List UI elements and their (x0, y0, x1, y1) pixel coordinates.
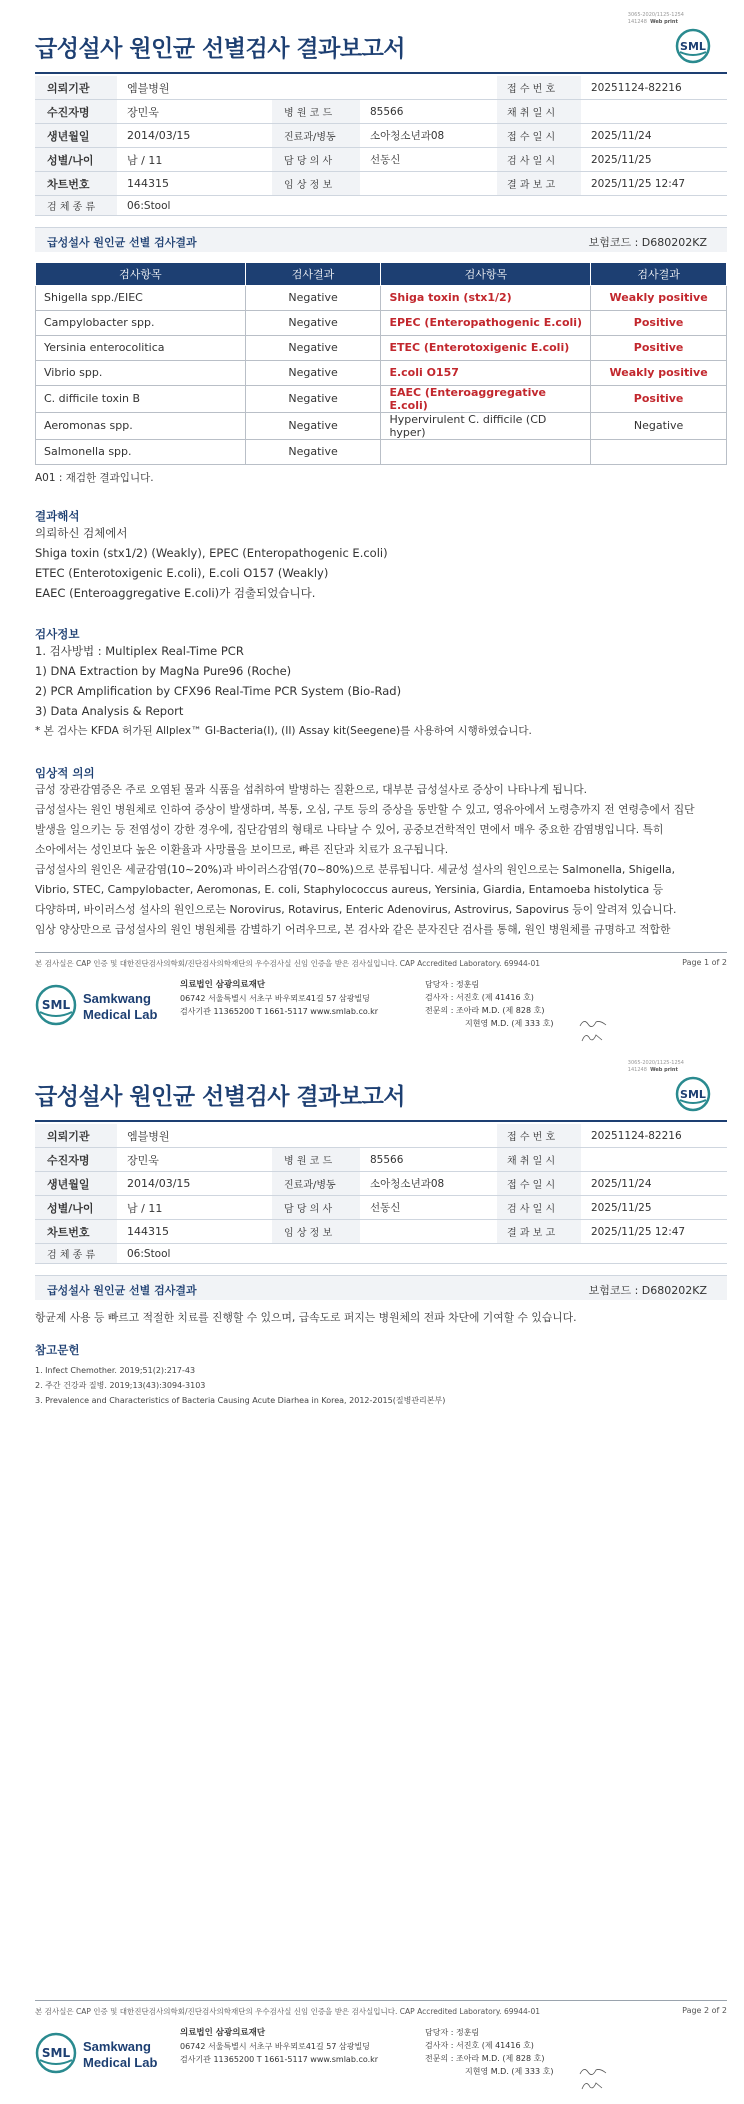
info-row: 검 체 종 류 06:Stool (35, 196, 727, 216)
results-value-cell: Positive (591, 335, 727, 360)
results-item-cell: Vibrio spp. (36, 360, 246, 385)
results-item-cell: Aeromonas spp. (36, 412, 246, 439)
patient-info-table (35, 1124, 727, 1264)
svg-text:Medical Lab: Medical Lab (83, 2055, 158, 2070)
clinical-text-continued: 항균제 사용 등 빠르고 적절한 치료를 진행할 수 있으며, 급속도로 퍼지는 병원체의 전파 차단에 기여할 수 있습니다. (35, 1311, 577, 1324)
interpretation-heading: 결과해석 (35, 509, 80, 523)
results-row (36, 385, 727, 412)
info-row: 생년월일 2014/03/15 진료과/병동 소아청소년과08 접 수 일 시 2025/11/24 (35, 1172, 727, 1196)
test-info-heading: 검사정보 (35, 627, 80, 641)
org-info: 의료법인 삼광의료재단 06742 서울특별시 서초구 바우뫼로41길 57 삼광빌딩 검사기관 11365200 T 1661-5117 www.smlab.co.kr (180, 980, 379, 1016)
report-page-2 (0, 1052, 744, 2104)
sml-logo-icon (675, 28, 711, 64)
staff-info: 담당자 : 정훈림 검사자 : 서진호 (제 41416 호) 전문의 : 조아라 M.D. (제 828 호) 지현영 M.D. (제 333 호) (425, 980, 554, 1028)
page-number: Page 2 of 2 (682, 2006, 727, 2015)
results-row (36, 412, 727, 439)
svg-text:SML: SML (680, 1088, 706, 1101)
info-row: 수진자명 장민욱 병 원 코 드 85566 채 취 일 시 (35, 100, 727, 124)
svg-text:SML: SML (41, 998, 71, 1012)
signature-icon (578, 2078, 608, 2092)
results-header-cell: 검사결과 (591, 263, 727, 285)
footer-divider (35, 2000, 727, 2001)
results-row (36, 285, 727, 310)
title-divider (35, 72, 727, 74)
clinical-heading: 임상적 의의 (35, 766, 95, 780)
results-item-cell: Hypervirulent C. difficile (CD hyper) (381, 412, 591, 439)
info-row: 차트번호 144315 임 상 정 보 결 과 보 고 2025/11/25 12:47 (35, 172, 727, 196)
report-title: 급성설사 원인균 선별검사 결과보고서 (35, 36, 406, 62)
results-value-cell: Negative (245, 412, 381, 439)
info-row: 수진자명 장민욱 병 원 코 드 85566 채 취 일 시 (35, 1148, 727, 1172)
info-row: 차트번호 144315 임 상 정 보 결 과 보 고 2025/11/25 12:47 (35, 1220, 727, 1244)
svg-text:Samkwang: Samkwang (83, 991, 151, 1006)
cert-note: 본 검사실은 CAP 인증 및 대한진단검사의학회/진단검사의학재단의 우수검사실 신임 인증을 받은 검사실입니다. CAP Accredited Laboratory. 69944-01 (35, 959, 541, 968)
report-title: 급성설사 원인균 선별검사 결과보고서 (35, 1084, 406, 1110)
results-value-cell: Negative (245, 439, 381, 464)
results-table (35, 263, 727, 465)
title-divider (35, 1120, 727, 1122)
results-item-cell: Yersinia enterocolitica (36, 335, 246, 360)
svg-text:SML: SML (41, 2046, 71, 2060)
results-item-cell (381, 439, 591, 464)
results-header-cell: 검사결과 (245, 263, 381, 285)
svg-text:Medical Lab: Medical Lab (83, 1007, 158, 1022)
results-row (36, 360, 727, 385)
results-value-cell: Negative (245, 285, 381, 310)
signature-icon (578, 1030, 608, 1044)
results-item-cell: EAEC (Enteroaggregative E.coli) (381, 385, 591, 412)
footer-divider (35, 952, 727, 953)
results-item-cell: C. difficile toxin B (36, 385, 246, 412)
results-row (36, 335, 727, 360)
page-number: Page 1 of 2 (682, 958, 727, 967)
retest-note: A01 : 재검한 결과입니다. (35, 472, 154, 484)
samkwang-logo-icon (35, 982, 165, 1028)
results-value-cell: Weakly positive (591, 285, 727, 310)
samkwang-logo-icon (35, 2030, 165, 2076)
sml-logo-icon (675, 1076, 711, 1112)
results-header-cell: 검사항목 (381, 263, 591, 285)
org-info: 의료법인 삼광의료재단 06742 서울특별시 서초구 바우뫼로41길 57 삼광빌딩 검사기관 11365200 T 1661-5117 www.smlab.co.kr (180, 2028, 379, 2064)
reference-item: 2. 주간 건강과 질병. 2019;13(43):3094-3103 (35, 1381, 206, 1390)
results-value-cell: Negative (245, 385, 381, 412)
print-code: 3065-2020/1125-1254 141248 Web print (627, 1060, 684, 1073)
results-item-cell: Shiga toxin (stx1/2) (381, 285, 591, 310)
results-row (36, 310, 727, 335)
reference-item: 1. Infect Chemother. 2019;51(2):217-43 (35, 1366, 196, 1375)
results-value-cell (591, 439, 727, 464)
results-header-cell: 검사항목 (36, 263, 246, 285)
info-row: 검 체 종 류 06:Stool (35, 1244, 727, 1264)
results-value-cell: Positive (591, 385, 727, 412)
signature-icon (578, 2064, 608, 2078)
results-section-header: 급성설사 원인균 선별 검사결과 보험코드 : D680202KZ (35, 227, 727, 252)
reference-item: 3. Prevalence and Characteristics of Bacteria Causing Acute Diarhea in Korea, 2012-2015(질병관리본부) (35, 1396, 446, 1405)
results-value-cell: Positive (591, 310, 727, 335)
info-row: 성별/나이 남 / 11 담 당 의 사 선동신 검 사 일 시 2025/11/25 (35, 1196, 727, 1220)
results-value-cell: Negative (591, 412, 727, 439)
info-row: 생년월일 2014/03/15 진료과/병동 소아청소년과08 접 수 일 시 2025/11/24 (35, 124, 727, 148)
svg-text:SML: SML (680, 40, 706, 53)
results-value-cell: Weakly positive (591, 360, 727, 385)
results-item-cell: Salmonella spp. (36, 439, 246, 464)
test-info-text: 1. 검사방법 : Multiplex Real-Time PCR 1) DNA Extraction by MagNa Pure96 (Roche) 2) PCR Amplification by CFX96 Real-Time PCR System (Bio-Rad) 3) Data Analysis & Report * 본 검사는 KFDA 허가된 Allplex™ GI-Bacteria(I), (II) Assay kit(Seegene)를 사용하여 시행하였습니다. (35, 644, 532, 737)
results-item-cell: E.coli O157 (381, 360, 591, 385)
patient-info-table (35, 76, 727, 216)
results-value-cell: Negative (245, 360, 381, 385)
info-row: 의뢰기관 엠블병원 접 수 번 호 20251124-82216 (35, 1124, 727, 1148)
references-heading: 참고문헌 (35, 1343, 80, 1357)
references-list (35, 1363, 445, 1408)
signature-icon (578, 1016, 608, 1030)
staff-info: 담당자 : 정훈림 검사자 : 서진호 (제 41416 호) 전문의 : 조아라 M.D. (제 828 호) 지현영 M.D. (제 333 호) (425, 2028, 554, 2076)
cert-note: 본 검사실은 CAP 인증 및 대한진단검사의학회/진단검사의학재단의 우수검사실 신임 인증을 받은 검사실입니다. CAP Accredited Laboratory. 69944-01 (35, 2007, 541, 2016)
info-row: 의뢰기관 엠블병원 접 수 번 호 20251124-82216 (35, 76, 727, 100)
results-value-cell: Negative (245, 335, 381, 360)
results-row (36, 439, 727, 464)
results-item-cell: Campylobacter spp. (36, 310, 246, 335)
results-value-cell: Negative (245, 310, 381, 335)
print-code: 3065-2020/1125-1254 141248 Web print (627, 12, 684, 25)
results-item-cell: ETEC (Enterotoxigenic E.coli) (381, 335, 591, 360)
interpretation-text: 의뢰하신 검체에서 Shiga toxin (stx1/2) (Weakly), EPEC (Enteropathogenic E.coli) ETEC (Enterotoxigenic E.coli), E.coli O157 (Weakly) EAEC (Enteroaggregative E.coli)가 검출되었습니다. (35, 526, 388, 600)
results-item-cell: EPEC (Enteropathogenic E.coli) (381, 310, 591, 335)
svg-text:Samkwang: Samkwang (83, 2039, 151, 2054)
results-item-cell: Shigella spp./EIEC (36, 285, 246, 310)
results-section-header: 급성설사 원인균 선별 검사결과 보험코드 : D680202KZ (35, 1275, 727, 1300)
info-row: 성별/나이 남 / 11 담 당 의 사 선동신 검 사 일 시 2025/11/25 (35, 148, 727, 172)
clinical-text: 급성 장관감염증은 주로 오염된 물과 식품을 섭취하여 발병하는 질환으로, 대부분 급성설사로 증상이 나타나게 됩니다. 급성설사는 원인 병원체로 인하여 증상이 발생하며, 복통, 오심, 구토 등의 증상을 동반할 수 있고, 영유아에서 노령층까지 전 연령층에서 집단 발생을 일으키는 등 전염성이 강한 경우에, 집단감염의 형태로 나타날 수 있어, 공중보건학적인 면에서 매우 중요한 감염병입니다. 특히 소아에서는 성인보다 높은 이환율과 사망률을 보이므로, 빠른 진단과 치료가 요구됩니다. 급성설사의 원인은 세균감염(10~20%)과 바이러스감염(70~80%)으로 분류됩니다. 세균성 설사의 원인으로는 Salmonella, Shigella, Vibrio, STEC, Campylobacter, Aeromonas, E. coli, Staphylococcus aureus, Yersinia, Giardia, Entamoeba histolytica 등 다양하며, 바이러스성 설사의 원인으로는 Norovirus, Rotavirus, Enteric Adenovirus, Astrovirus, Sapovirus 등이 알려져 있습니다. 임상 양상만으로 급성설사의 원인 병원체를 감별하기 어려우므로, 본 검사와 같은 분자진단 검사를 통해, 원인 병원체를 규명하고 적합한 (35, 783, 695, 936)
